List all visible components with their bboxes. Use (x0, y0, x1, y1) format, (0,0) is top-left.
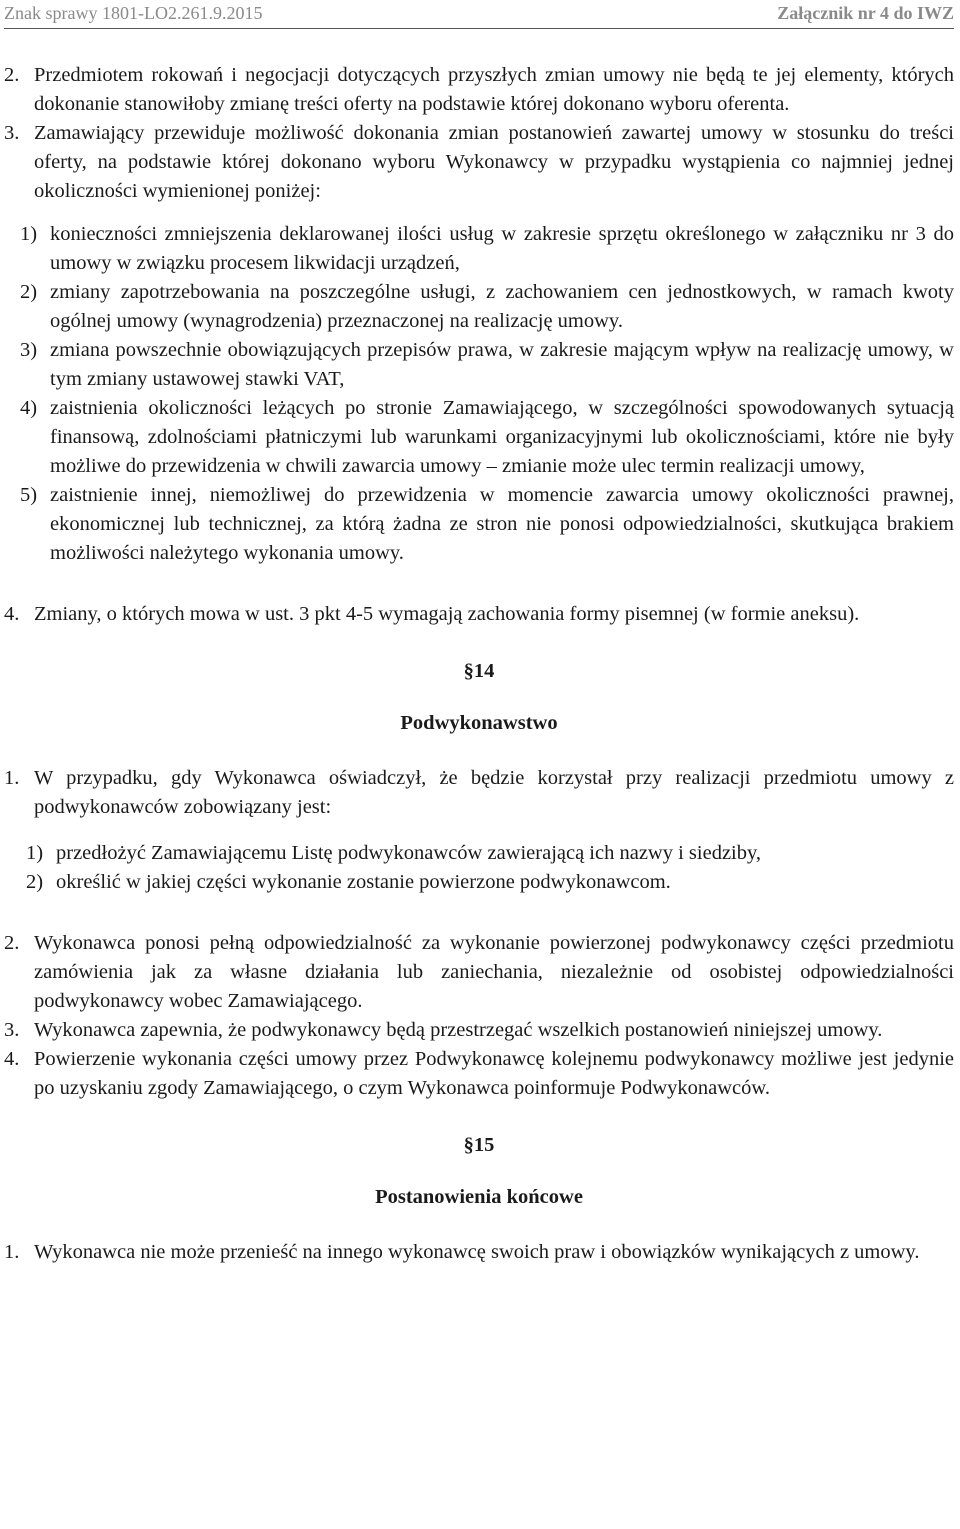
list-item (4, 600, 954, 629)
sub-item-number: 1) (20, 223, 38, 245)
sub-list-subcontractors (26, 839, 954, 897)
section-title: Podwykonawstwo (400, 712, 558, 734)
list-item (4, 1016, 954, 1045)
section-title: Postanowienia końcowe (375, 1186, 583, 1208)
sub-list-item (20, 278, 954, 336)
sub-item-text: zaistnienie innej, niemożliwej do przewidzenia w momencie zawarcia umowy okoliczności prawnej, ekonomicznej lub technicznej, za którą żadna ze stron nie ponosi odpowiedzialności, skutkująca brakiem możliwości należytego wykonania umowy. (50, 484, 954, 564)
sub-item-number: 5) (20, 484, 38, 506)
item-number: 2. (4, 932, 20, 954)
spacer (4, 909, 954, 929)
sub-list-item (26, 868, 954, 897)
item-number: 3. (4, 1019, 20, 1041)
list-item (4, 119, 954, 206)
item-text: Przedmiotem rokowań i negocjacji dotyczących przyszłych zmian umowy nie będą te jej elementy, których dokonanie stanowiłoby zmianę treści oferty na podstawie której dokonano wyboru oferenta. (34, 64, 954, 115)
sub-item-text: zmiany zapotrzebowania na poszczególne usługi, z zachowaniem cen jednostkowych, w ramach kwoty ogólnej umowy (wynagrodzenia) przeznaczonej na realizację umowy. (50, 281, 954, 332)
list-item (4, 929, 954, 1016)
item-text: W przypadku, gdy Wykonawca oświadczył, że będzie korzystał przy realizacji przedmiotu umowy z podwykonawców zobowiązany jest: (34, 767, 954, 818)
sub-list-item (26, 839, 954, 868)
sub-list-item (20, 481, 954, 568)
item-number: 3. (4, 122, 20, 144)
list-item (4, 1045, 954, 1103)
item-number: 4. (4, 603, 20, 625)
sub-item-number: 2) (26, 871, 44, 893)
sub-item-text: zaistnienia okoliczności leżących po stronie Zamawiającego, w szczególności spowodowanych sytuacją finansową, zdolnościami płatniczymi lub warunkami organizacyjnymi lub okolicznościami, które nie były możliwe do przewidzenia w chwili zawarcia umowy – zmianie może ulec termin realizacji umowy, (50, 397, 954, 477)
item-number: 1. (4, 1241, 20, 1263)
sub-list-changes (20, 220, 954, 568)
item-number: 2. (4, 64, 20, 86)
list-item (4, 61, 954, 119)
list-item (4, 1238, 954, 1267)
sub-item-number: 4) (20, 397, 38, 419)
sub-list-item (20, 394, 954, 481)
sub-list-item (20, 220, 954, 278)
sub-list-item (20, 336, 954, 394)
spacer (4, 580, 954, 600)
item-text: Wykonawca ponosi pełną odpowiedzialność za wykonanie powierzonej podwykonawcy części przedmiotu zamówienia jak za własne działania lub zaniechania, niezależnie od osobistej odpowiedzialności podwykonawcy wobec Zamawiającego. (34, 932, 954, 1012)
section-number: §15 (463, 1134, 495, 1156)
section-number: §14 (463, 660, 495, 682)
sub-item-text: przedłożyć Zamawiającemu Listę podwykonawców zawierającą ich nazwy i siedziby, (56, 842, 762, 864)
item-text: Zmiany, o których mowa w ust. 3 pkt 4-5 wymagają zachowania formy pisemnej (w formie aneksu). (34, 603, 860, 625)
attachment-label: Załącznik nr 4 do IWZ (777, 3, 954, 23)
list-item (4, 764, 954, 822)
sub-item-number: 3) (20, 339, 38, 361)
sub-item-number: 1) (26, 842, 44, 864)
case-reference: Znak sprawy 1801-LO2.261.9.2015 (4, 3, 263, 23)
item-text: Zamawiający przewiduje możliwość dokonania zmian postanowień zawartej umowy w stosunku do treści oferty, na podstawie której dokonano wyboru Wykonawcy w przypadku wystąpienia co najmniej jednej okoliczności wymienionej poniżej: (34, 122, 954, 202)
item-number: 4. (4, 1048, 20, 1070)
item-number: 1. (4, 767, 20, 789)
sub-item-number: 2) (20, 281, 38, 303)
sub-item-text: zmiana powszechnie obowiązujących przepisów prawa, w zakresie mającym wpływ na realizację umowy, w tym zmiany ustawowej stawki VAT, (50, 339, 954, 390)
sub-item-text: określić w jakiej części wykonanie zostanie powierzone podwykonawcom. (56, 871, 671, 893)
item-text: Wykonawca nie może przenieść na innego wykonawcę swoich praw i obowiązków wynikających z umowy. (34, 1241, 920, 1263)
item-text: Wykonawca zapewnia, że podwykonawcy będą przestrzegać wszelkich postanowień niniejszej umowy. (34, 1019, 883, 1041)
sub-item-text: konieczności zmniejszenia deklarowanej ilości usług w zakresie sprzętu określonego w załączniku nr 3 do umowy w związku procesem likwidacji urządzeń, (50, 223, 954, 274)
item-text: Powierzenie wykonania części umowy przez Podwykonawcę kolejnemu podwykonawcy możliwe jest jedynie po uzyskaniu zgody Zamawiającego, o czym Wykonawca poinformuje Podwykonawców. (34, 1048, 954, 1099)
page-header (4, 0, 954, 29)
